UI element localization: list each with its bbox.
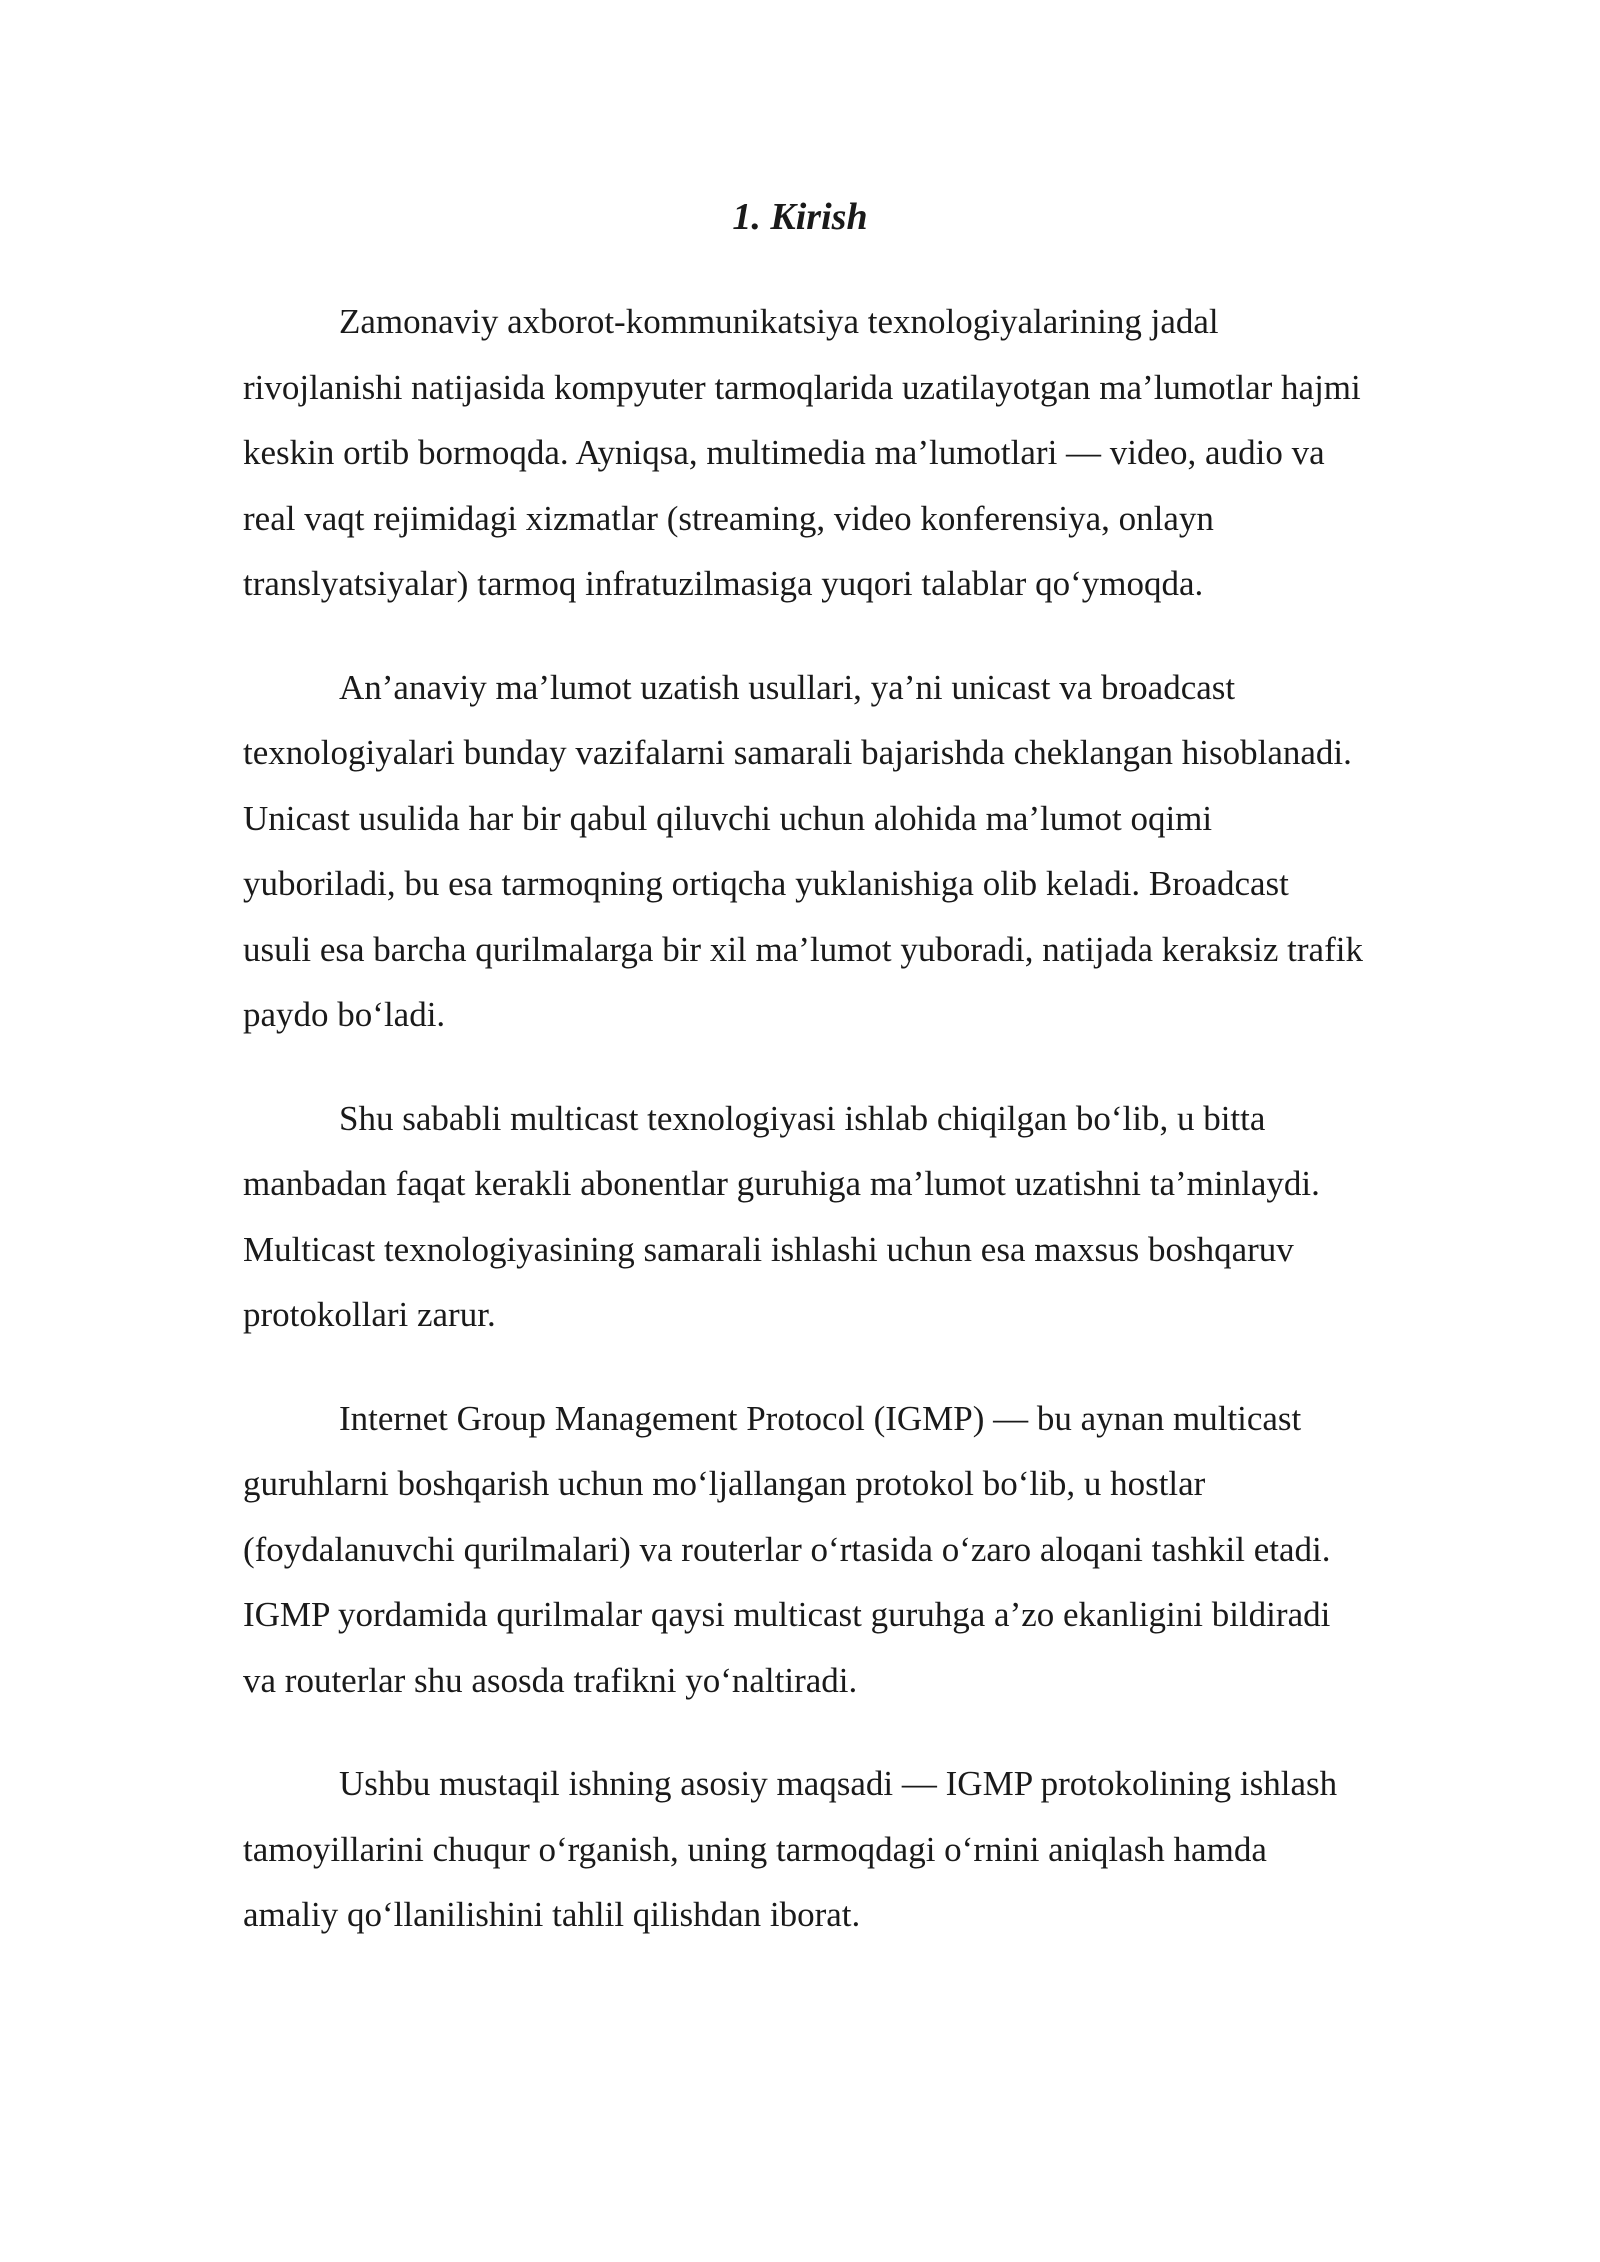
section-heading: 1. Kirish	[732, 196, 868, 238]
body-text	[243, 289, 1363, 1986]
paragraph-5: Ushbu mustaqil ishning asosiy maqsadi — IGMP protokolining ishlash tamoyillarini chuqur o‘rganish, uning tarmoqdagi o‘rnini aniqlash hamda amaliy qo‘llanilishini tahlil qilishdan iborat.	[243, 1764, 1338, 1934]
paragraph-1: Zamonaviy axborot-kommunikatsiya texnologiyalarining jadal rivojlanishi natijasida kompyuter tarmoqlarida uzatilayotgan ma’lumotlar hajmi keskin ortib bormoqda. Ayniqsa, multimedia ma’lumotlari — video, audio va real vaqt rejimidagi xizmatlar (streaming, video konferensiya, onlayn translyatsiyalar) tarmoq infratuzilmasiga yuqori talablar qo‘ymoqda.	[243, 302, 1361, 603]
paragraph-3: Shu sababli multicast texnologiyasi ishlab chiqilgan bo‘lib, u bitta manbadan faqat kerakli abonentlar guruhiga ma’lumot uzatishni ta’minlaydi. Multicast texnologiyasining samarali ishlashi uchun esa maxsus boshqaruv protokollari zarur.	[243, 1098, 1320, 1334]
paragraph-4: Internet Group Management Protocol (IGMP) — bu aynan multicast guruhlarni boshqarish uchun mo‘ljallangan protokol bo‘lib, u hostlar (foydalanuvchi qurilmalari) va routerlar o‘rtasida o‘zaro aloqani tashkil etadi. IGMP yordamida qurilmalar qaysi multicast guruhga a’zo ekanligini bildiradi va routerlar shu asosda trafikni yo‘naltiradi.	[243, 1398, 1331, 1700]
paragraph-2: An’anaviy ma’lumot uzatish usullari, ya’ni unicast va broadcast texnologiyalari bunday vazifalarni samarali bajarishda cheklangan hisoblanadi. Unicast usulida har bir qabul qiluvchi uchun alohida ma’lumot oqimi yuboriladi, bu esa tarmoqning ortiqcha yuklanishiga olib keladi. Broadcast usuli esa barcha qurilmalarga bir xil ma’lumot yuboradi, natijada keraksiz trafik paydo bo‘ladi.	[243, 667, 1363, 1034]
